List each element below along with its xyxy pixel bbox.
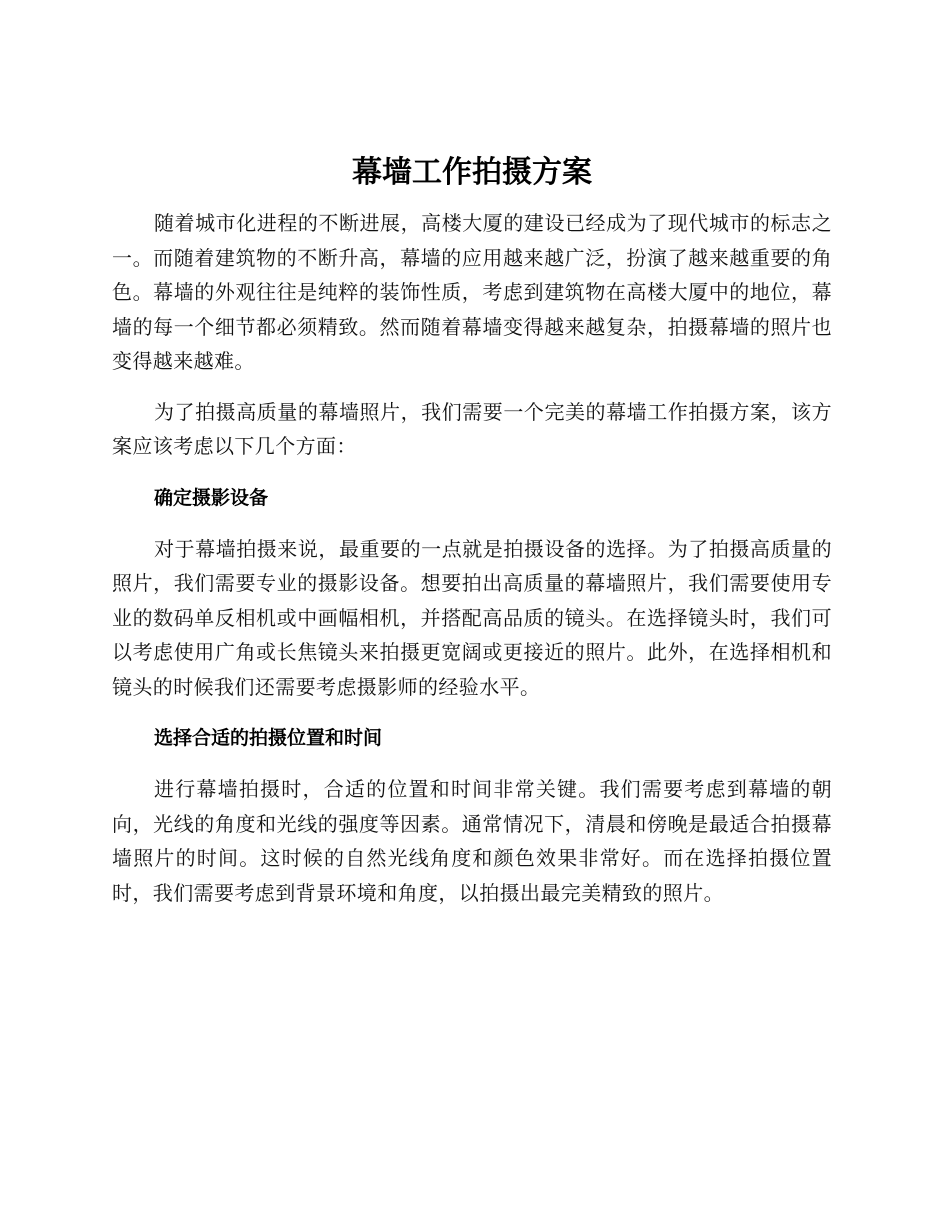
section-paragraph: 进行幕墙拍摄时，合适的位置和时间非常关键。我们需要考虑到幕墙的朝向，光线的角度和光线的强度等因素。通常情况下，清晨和傍晚是最适合拍摄幕墙照片的时间。这时候的自然光线角度和颜色效果非常好。而在选择拍摄位置时，我们需要考虑到背景环境和角度，以拍摄出最完美精致的照片。 — [112, 777, 832, 905]
paragraph-spacer — [112, 379, 832, 395]
document-body — [112, 148, 832, 910]
intro-paragraph: 随着城市化进程的不断进展，高楼大厦的建设已经成为了现代城市的标志之一。而随着建筑物的不断升高，幕墙的应用越来越广泛，扮演了越来越重要的角色。幕墙的外观往往是纯粹的装饰性质，考虑到建筑物在高楼大厦中的地位，幕墙的每一个细节都必须精致。然而随着幕墙变得越来越复杂，拍摄幕墙的照片也变得越来越难。 — [112, 211, 832, 373]
paragraph-spacer — [112, 704, 832, 720]
section-heading: 确定摄影设备 — [154, 486, 269, 509]
document-title: 幕墙工作拍摄方案 — [352, 155, 592, 190]
section-heading: 选择合适的拍摄位置和时间 — [154, 727, 383, 749]
paragraph-spacer — [112, 516, 832, 532]
paragraph-spacer — [112, 756, 832, 772]
intro-paragraph: 为了拍摄高质量的幕墙照片，我们需要一个完美的幕墙工作拍摄方案，该方案应该考虑以下几个方面： — [112, 399, 832, 458]
section-paragraph: 对于幕墙拍摄来说，最重要的一点就是拍摄设备的选择。为了拍摄高质量的照片，我们需要专业的摄影设备。想要拍出高质量的幕墙照片，我们需要使用专业的数码单反相机或中画幅相机，并搭配高品质的镜头。在选择镜头时，我们可以考虑使用广角或长焦镜头来拍摄更宽阔或更接近的照片。此外，在选择相机和镜头的时候我们还需要考虑摄影师的经验水平。 — [112, 536, 832, 699]
paragraph-spacer — [112, 464, 832, 480]
